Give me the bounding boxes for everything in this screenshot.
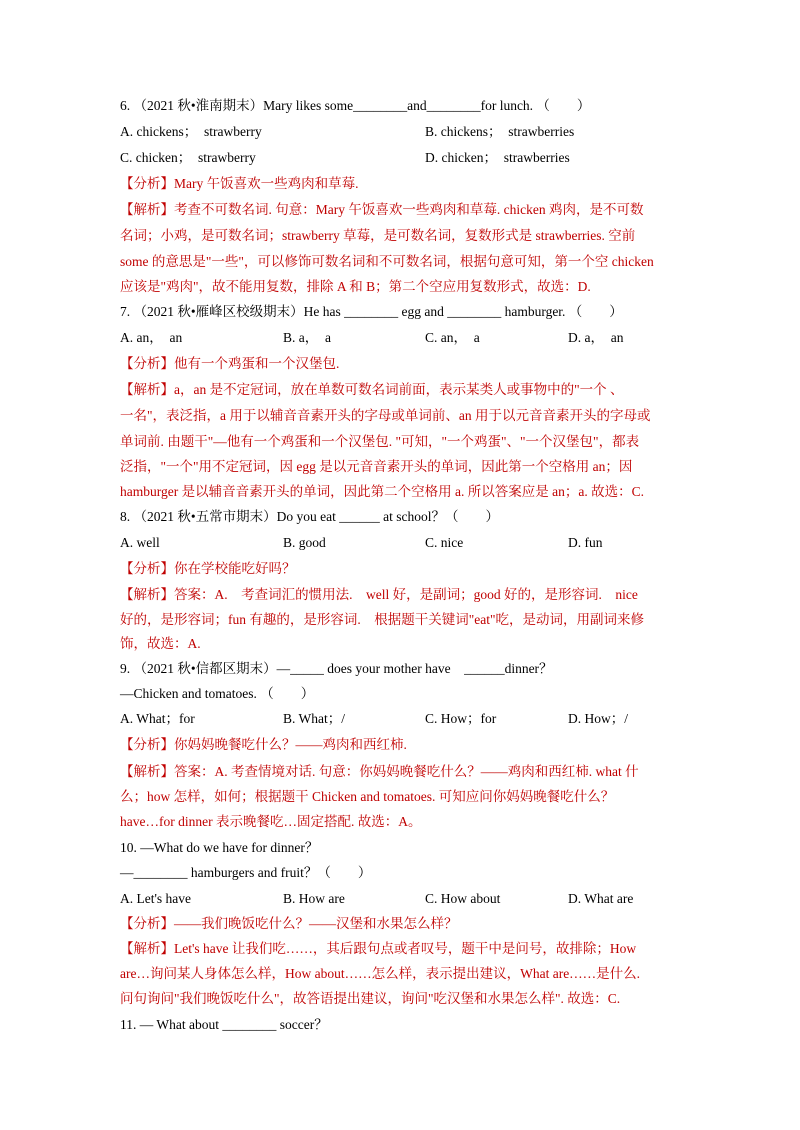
q7-option-a: A. an， an — [120, 330, 183, 345]
q7-explanation-line: hamburger 是以辅音音素开头的单词，因此第二个空格用 a. 所以答案应是 an；a. 故选：C. — [120, 484, 644, 499]
q8-option-d: D. fun — [568, 535, 603, 550]
q6-explanation-line: 名词；小鸡，是可数名词；strawberry 草莓，是可数名词，复数形式是 strawberries. 空前 — [120, 228, 636, 243]
q10-explanation-line: are…询问某人身体怎么样，How about……怎么样，表示提出建议，What are……是什么. — [120, 966, 641, 981]
q6-option-d: D. chicken； strawberries — [425, 150, 570, 165]
q6-option-b: B. chickens； strawberries — [425, 124, 575, 139]
q6-option-c: C. chicken； strawberry — [120, 150, 256, 165]
q8-explanation-line: 【解析】答案：A. 考查词汇的惯用法. well 好，是副词；good 好的，是形容词. nice — [120, 587, 638, 602]
q6-explanation-line: 【解析】考查不可数名词. 句意：Mary 午饭喜欢一些鸡肉和草莓. chicken 鸡肉，是不可数 — [120, 202, 644, 217]
q10-option-d: D. What are — [568, 891, 634, 906]
q6-analysis: 【分析】Mary 午饭喜欢一些鸡肉和草莓. — [120, 176, 359, 191]
q7-explanation-line: 【解析】a，an 是不定冠词，放在单数可数名词前面，表示某类人或事物中的"一个 、 — [120, 382, 624, 397]
q8-analysis: 【分析】你在学校能吃好吗？ — [120, 561, 296, 576]
question-8-stem: 8. （2021 秋•五常市期末）Do you eat ______ at school？（ ） — [120, 509, 499, 524]
q9-option-a: A. What；for — [120, 711, 195, 726]
q8-explanation-line: 饰，故选：A. — [120, 636, 201, 651]
question-6-stem: 6. （2021 秋•淮南期末）Mary likes some________and________for lunch. （ ） — [120, 98, 591, 113]
q7-explanation-line: 泛指，"一个"用不定冠词，因 egg 是以元音音素开头的单词，因此第一个空格用 an；因 — [120, 459, 633, 474]
q10-option-c: C. How about — [425, 891, 501, 906]
question-9-reply: —Chicken and tomatoes. （ ） — [120, 686, 315, 701]
q7-option-b: B. a， a — [283, 330, 331, 345]
q7-option-c: C. an， a — [425, 330, 480, 345]
q10-option-b: B. How are — [283, 891, 345, 906]
q7-option-d: D. a， an — [568, 330, 624, 345]
q10-analysis: 【分析】——我们晚饭吃什么？——汉堡和水果怎么样？ — [120, 916, 458, 931]
q6-option-a: A. chickens； strawberry — [120, 124, 262, 139]
question-10-stem: 10. —What do we have for dinner？ — [120, 840, 319, 855]
q9-explanation-line: have…for dinner 表示晚餐吃…固定搭配. 故选：A。 — [120, 814, 422, 829]
question-10-reply: —________ hamburgers and fruit？（ ） — [120, 865, 372, 880]
q9-option-d: D. How；/ — [568, 711, 628, 726]
q6-explanation-line: 应该是"鸡肉"，故不能用复数，排除 A 和 B；第二个空应用复数形式，故选：D. — [120, 279, 591, 294]
q6-explanation-line: some 的意思是"一些"，可以修饰可数名词和不可数名词，根据句意可知，第一个空 chicken — [120, 254, 654, 269]
question-9-stem: 9. （2021 秋•信都区期末）—_____ does your mother have ______dinner？ — [120, 661, 553, 676]
q10-option-a: A. Let's have — [120, 891, 192, 906]
q8-option-b: B. good — [283, 535, 326, 550]
question-7-stem: 7. （2021 秋•雁峰区校级期末）He has ________ egg and ________ hamburger. （ ） — [120, 304, 623, 319]
q9-explanation-line: 么；how 怎样，如何；根据题干 Chicken and tomatoes. 可知应问你妈妈晚餐吃什么？ — [120, 789, 615, 804]
q8-explanation-line: 好的，是形容词；fun 有趣的，是形容词. 根据题干关键词"eat"吃，是动词，用副词来修 — [120, 612, 645, 627]
q9-option-b: B. What；/ — [283, 711, 345, 726]
q9-explanation-line: 【解析】答案：A. 考查情境对话. 句意：你妈妈晚餐吃什么？——鸡肉和西红柿. what 什 — [120, 764, 639, 779]
q7-explanation-line: 一名"，表泛指，a 用于以辅音音素开头的字母或单词前、an 用于以元音音素开头的字母或 — [120, 408, 651, 423]
q7-analysis: 【分析】他有一个鸡蛋和一个汉堡包. — [120, 356, 340, 371]
q9-option-c: C. How；for — [425, 711, 497, 726]
q10-explanation-line: 【解析】Let's have 让我们吃……，其后跟句点或者叹号，题干中是问号，故排除；How — [120, 941, 637, 956]
q8-option-a: A. well — [120, 535, 160, 550]
q9-analysis: 【分析】你妈妈晚餐吃什么？——鸡肉和西红柿. — [120, 737, 407, 752]
q10-explanation-line: 问句询问"我们晚饭吃什么"，故答语提出建议，询问"吃汉堡和水果怎么样". 故选：C. — [120, 991, 621, 1006]
q7-explanation-line: 单词前. 由题干"—他有一个鸡蛋和一个汉堡包. "可知，"一个鸡蛋"、"一个汉堡包"，都表 — [120, 434, 640, 449]
question-11-stem: 11. — What about ________ soccer？ — [120, 1017, 328, 1032]
q8-option-c: C. nice — [425, 535, 464, 550]
